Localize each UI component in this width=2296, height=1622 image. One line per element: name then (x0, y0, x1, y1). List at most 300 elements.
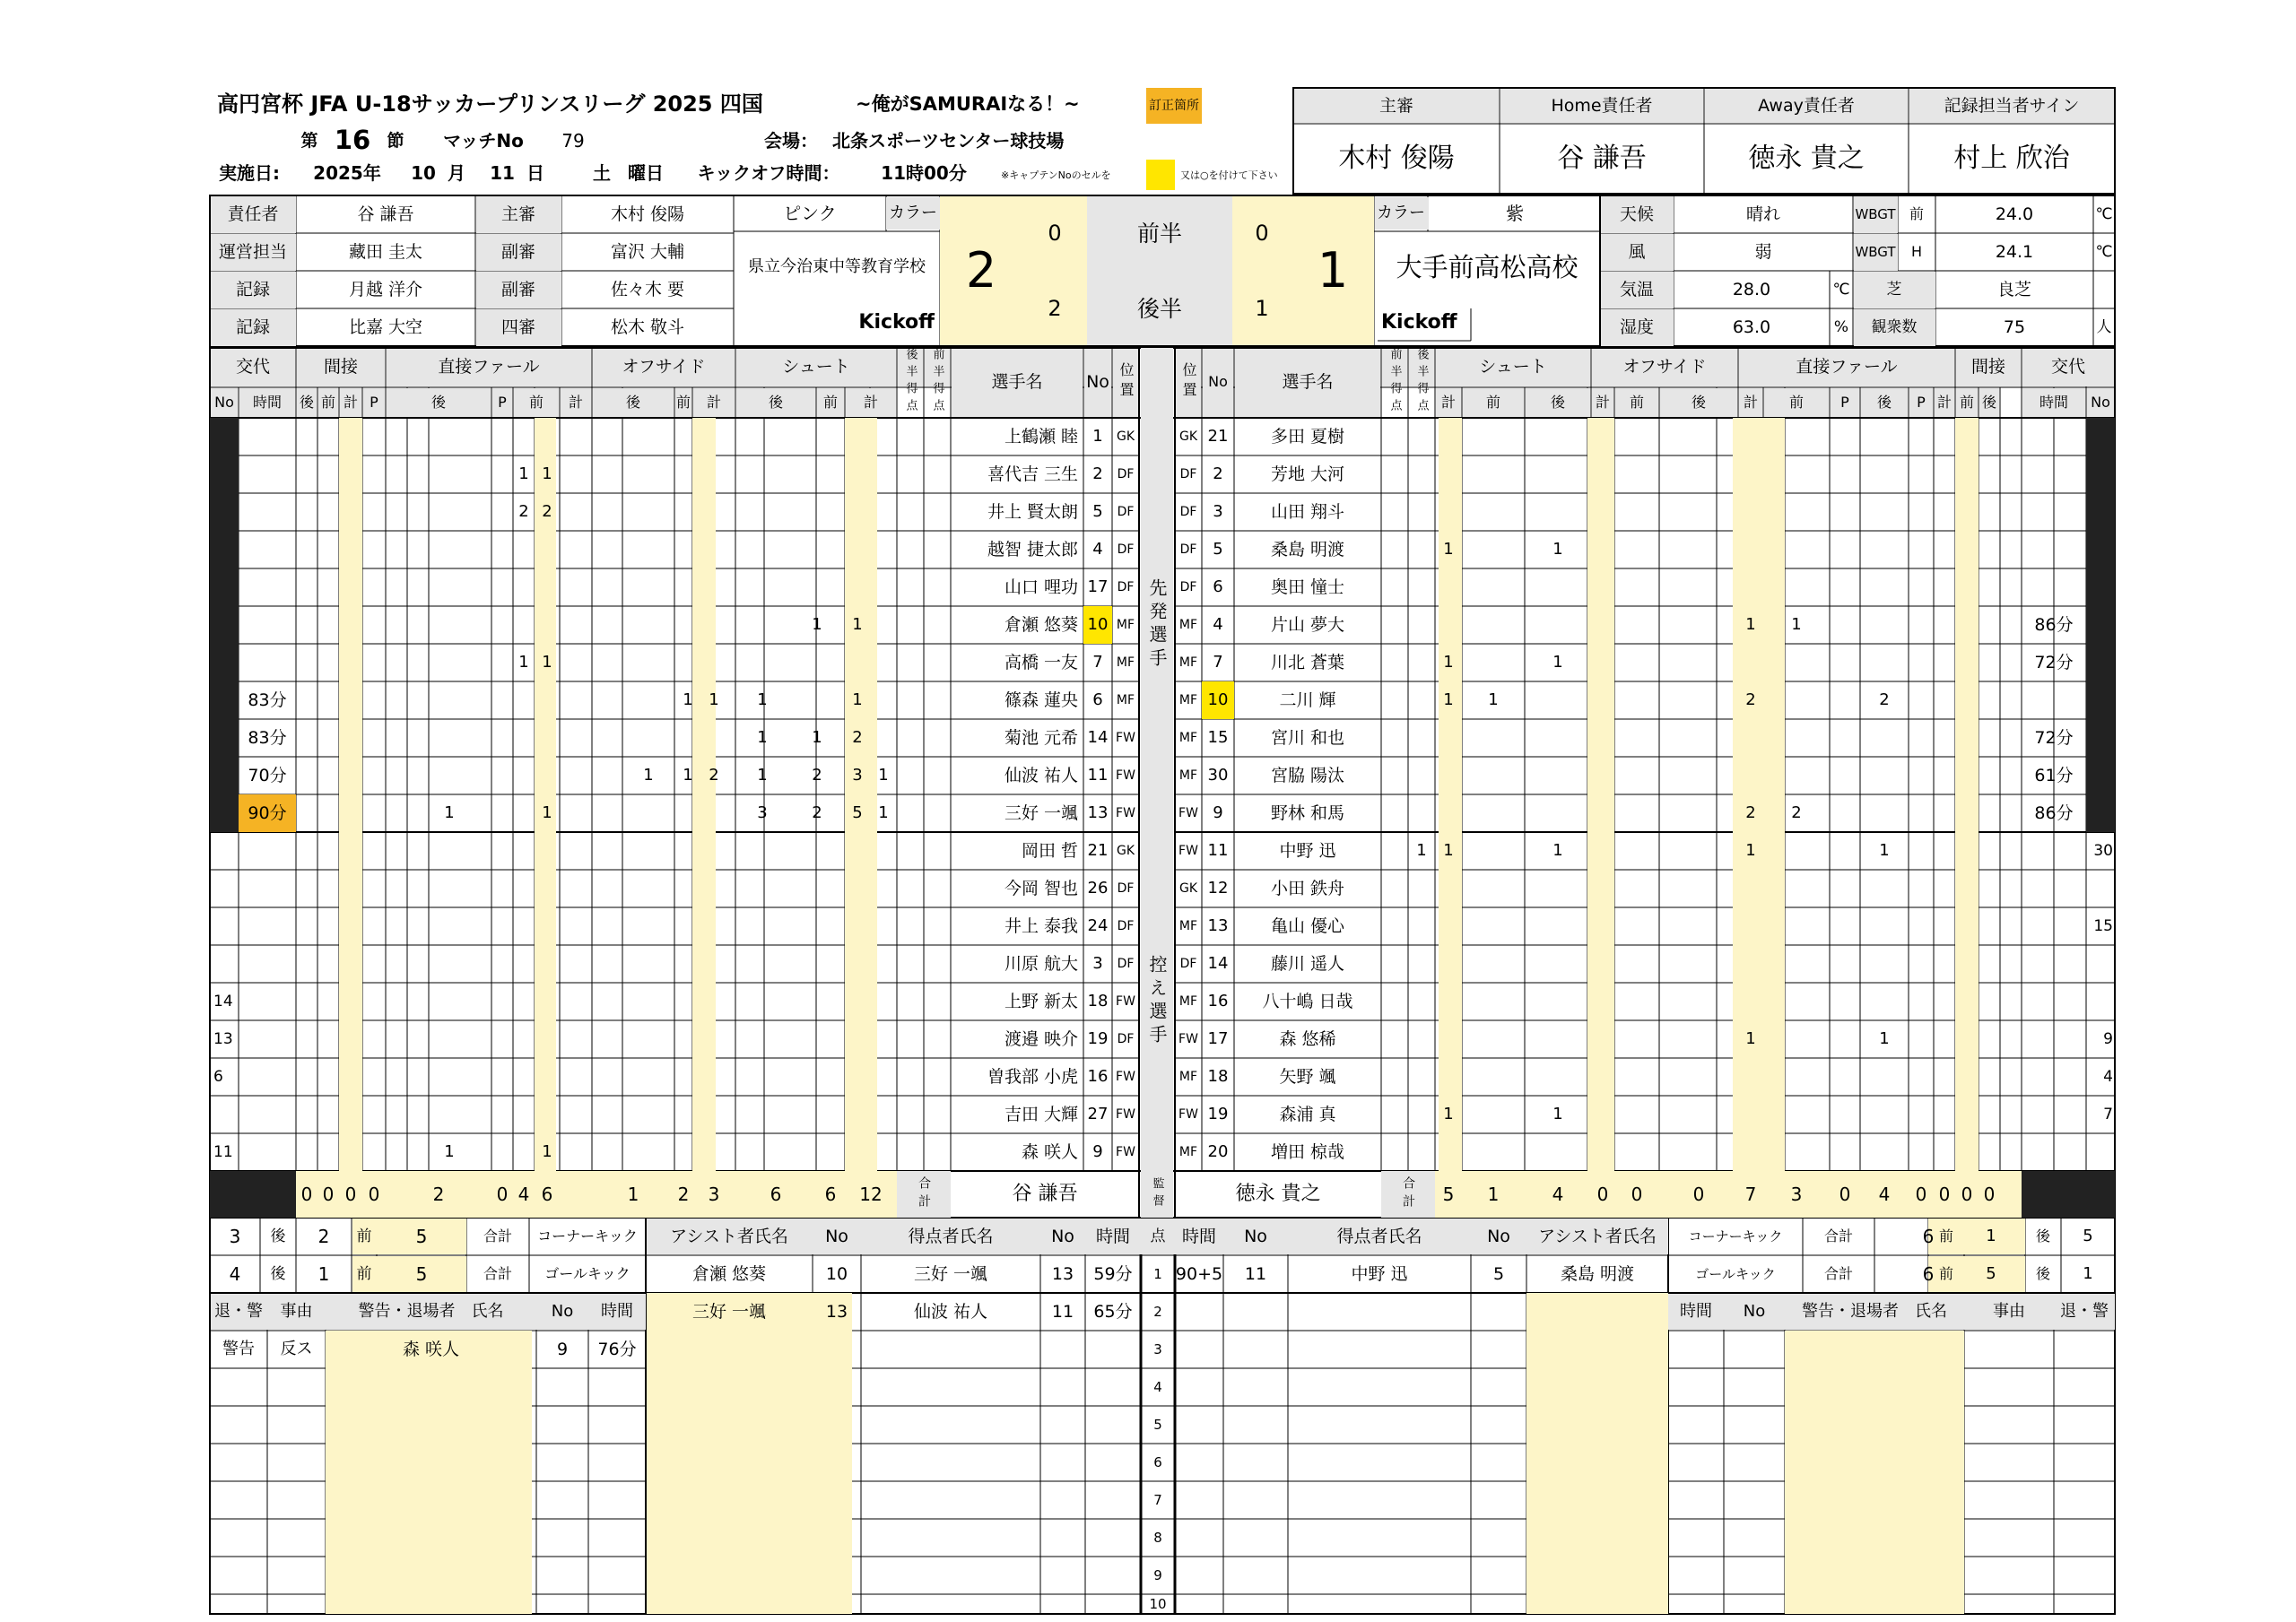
referee-name: 富沢 大輔 (610, 241, 685, 262)
kick-total: 6 (1922, 1263, 1935, 1285)
shot-total: 1 (1443, 690, 1454, 709)
home-total-value: 0 (322, 1184, 335, 1205)
condition-label: 芝 (1886, 280, 1902, 299)
venue-label: 会場： (764, 130, 818, 152)
goal-second-half (1408, 870, 1435, 907)
column-subheader: 前 (1959, 394, 1974, 411)
offside-second-half (1659, 907, 1738, 945)
offside-second-half (1659, 1058, 1738, 1096)
goal-first-half (897, 1096, 924, 1133)
offside-second-half (622, 568, 674, 606)
player-position: GK (1116, 844, 1135, 858)
goal-first-half (1381, 907, 1408, 945)
weekday-unit: 曜日 (628, 162, 664, 184)
sub-time (239, 644, 296, 681)
player-name: 倉瀬 悠葵 (1004, 614, 1078, 635)
coach-label: 監督 (1150, 1177, 1164, 1211)
goal-first-half (897, 757, 924, 794)
shot-total (1435, 870, 1462, 907)
column-header: No (1086, 371, 1109, 392)
offside-total (701, 493, 726, 531)
sub-number: 6 (213, 1067, 223, 1086)
shot-total: 1 (852, 690, 863, 709)
referee-role-label: 主審 (500, 204, 535, 224)
foul-total (1738, 1133, 1763, 1171)
foul-first-half (513, 907, 535, 945)
sub-time (2022, 531, 2086, 568)
goal-second-half (1408, 1020, 1435, 1058)
column-subheader: 計 (1743, 394, 1758, 411)
sub-time: 83分 (248, 690, 287, 710)
away-assist-name (1526, 1481, 1668, 1519)
match-no-value: 79 (561, 130, 585, 152)
player-name: 三好 一颯 (1004, 802, 1078, 823)
goal-second-half (870, 568, 897, 606)
home-assist-no (813, 1519, 861, 1557)
home-scorer-name: 三好 一颯 (913, 1263, 988, 1284)
foul-total: 1 (542, 653, 552, 672)
away-goal-time (1175, 1444, 1223, 1481)
player-number: 13 (1087, 803, 1109, 822)
sub-time: 61分 (2034, 765, 2074, 785)
home-goal-time (1085, 1519, 1141, 1557)
offside-total (1591, 1020, 1614, 1058)
foul-pk (1830, 945, 1860, 983)
player-name: 多田 夏樹 (1270, 426, 1345, 447)
home-scorer-no (1040, 1406, 1085, 1444)
goal-first-half (897, 418, 924, 455)
home-total-value: 2 (677, 1184, 690, 1205)
shot-second-half (735, 644, 789, 681)
goal-first-half (897, 1020, 924, 1058)
shot-total (845, 1058, 870, 1096)
foul-first-half (1763, 1096, 1830, 1133)
foul-pk (1830, 907, 1860, 945)
kick-type: コーナーキック (1688, 1227, 1783, 1245)
offside-second-half (622, 418, 674, 455)
sub-number: 7 (2103, 1105, 2113, 1123)
offside-second-half (622, 681, 674, 719)
away-goal-time (1175, 1406, 1223, 1444)
foul-first-half: 2 (1791, 803, 1802, 822)
player-number: 2 (1092, 464, 1103, 483)
kickoff-time: 11時00分 (881, 162, 967, 184)
kick-label: 前 (1938, 1265, 1953, 1282)
date-year: 2025年 (313, 162, 381, 184)
kickoff-label: キックオフ時間： (697, 162, 840, 184)
home-scorer-name (861, 1481, 1040, 1519)
home-total-value: 0 (300, 1184, 313, 1205)
column-subheader: 後 (768, 394, 783, 411)
away-goal-time (1175, 1481, 1223, 1519)
offside-first-half (674, 418, 701, 455)
offside-first-half (674, 870, 701, 907)
totals-black-right (2022, 1171, 2115, 1218)
shot-second-half (1525, 794, 1591, 832)
offside-first-half (1614, 493, 1659, 531)
venue-name: 北条スポーツセンター球技場 (832, 130, 1065, 152)
away-total-value: 1 (1487, 1184, 1500, 1205)
shot-first-half (789, 681, 845, 719)
away-goal-time (1175, 1594, 1223, 1614)
goal-second-half (870, 493, 897, 531)
offside-second-half (622, 644, 674, 681)
goal-first-half (1381, 531, 1408, 568)
player-name: 川北 蒼葉 (1270, 652, 1345, 672)
offside-total (701, 1020, 726, 1058)
official-role-label: Home責任者 (1551, 95, 1653, 116)
player-position: DF (1117, 505, 1135, 519)
foul-first-half (513, 757, 535, 794)
goal-first-half (1381, 719, 1408, 757)
away-goal-time (1175, 1331, 1223, 1368)
condition-label: 天候 (1619, 204, 1654, 224)
goal-first-half (1381, 1096, 1408, 1133)
home-score-total: 2 (965, 242, 997, 299)
offside-second-half (622, 455, 674, 493)
player-name: 岡田 哲 (1021, 840, 1078, 861)
totals-label: 合計 (1401, 1176, 1415, 1212)
goal-second-half (870, 1058, 897, 1096)
shot-first-half (789, 870, 845, 907)
shot-second-half: 3 (757, 803, 768, 822)
column-subheader: No (2091, 394, 2110, 411)
foul-second-half (407, 983, 491, 1020)
home-goal-time (1085, 1406, 1141, 1444)
foul-first-half (513, 983, 535, 1020)
shot-second-half (1525, 719, 1591, 757)
away-side-bar (2086, 418, 2115, 832)
player-position: DF (1117, 957, 1135, 971)
goal-second-half (870, 832, 897, 870)
column-header: 選手名 (991, 371, 1043, 392)
sub-time (239, 1096, 296, 1133)
offside-first-half (674, 907, 701, 945)
player-name: 奥田 憧士 (1270, 577, 1345, 597)
goal-second-half (870, 606, 897, 644)
offside-second-half (622, 719, 674, 757)
sub-time (239, 531, 296, 568)
home-goal-time: 65分 (1093, 1301, 1133, 1322)
staff-name: 比嘉 大空 (348, 317, 423, 337)
offside-first-half (674, 455, 701, 493)
foul-total (535, 719, 560, 757)
foul-total: 1 (1745, 615, 1756, 634)
sub-time (239, 493, 296, 531)
away-scorer-no (1223, 1368, 1288, 1406)
shot-total (845, 531, 870, 568)
condition-value: 良芝 (1996, 279, 2031, 299)
goal-second-half: 1 (878, 766, 889, 785)
captain-note-b: 又は○を付けて下さい (1180, 169, 1278, 181)
round-prefix: 第 (300, 130, 318, 151)
player-name: 矢野 颯 (1279, 1066, 1336, 1087)
home-total-value: 4 (517, 1184, 530, 1205)
goal-second-half (1408, 644, 1435, 681)
away-total-value: 3 (1790, 1184, 1803, 1205)
foul-pk (1830, 757, 1860, 794)
offside-second-half (622, 606, 674, 644)
foul-pk (1830, 794, 1860, 832)
player-position: DF (1117, 467, 1135, 481)
home-scorer-no: 13 (1051, 1263, 1074, 1284)
shot-second-half (735, 493, 789, 531)
document-subtitle: ~俺がSAMURAIなる！~ (856, 92, 1080, 115)
kick-label: 後 (270, 1227, 286, 1245)
foul-total (535, 531, 560, 568)
sub-time (239, 1058, 296, 1096)
offside-second-half (622, 531, 674, 568)
foul-total: 1 (542, 464, 552, 483)
sub-time (2022, 945, 2086, 983)
referee-name: 佐々木 要 (610, 279, 685, 299)
player-name: 藤川 遥人 (1270, 953, 1345, 974)
match-no-label: マッチNo (443, 130, 524, 152)
card-player-name: 森 咲人 (402, 1339, 460, 1359)
home-assist-no (813, 1368, 861, 1406)
player-position: FW (1116, 1107, 1135, 1122)
sub-time (2022, 870, 2086, 907)
away-assist-name (1526, 1293, 1668, 1331)
player-position: FW (1178, 844, 1198, 858)
home-total-value: 6 (541, 1184, 553, 1205)
shot-total (1435, 757, 1462, 794)
player-number: 6 (1213, 577, 1223, 596)
shot-second-half (735, 418, 789, 455)
goal-first-half (1381, 418, 1408, 455)
goal-second-half (870, 870, 897, 907)
card-player-no: 9 (556, 1339, 569, 1359)
foul-first-half (1763, 644, 1830, 681)
away-team-name: 大手前高松高校 (1396, 251, 1578, 282)
column-subheader: No (214, 394, 234, 411)
player-name: 片山 夢大 (1270, 614, 1345, 635)
player-number: 12 (1207, 879, 1229, 898)
shot-first-half: 1 (812, 615, 822, 634)
player-number: 5 (1092, 502, 1103, 521)
foul-second-half (407, 1058, 491, 1096)
column-subheader: 計 (1936, 394, 1952, 411)
shot-second-half (735, 870, 789, 907)
goal-second-half (1408, 907, 1435, 945)
sub-number: 15 (2093, 916, 2113, 935)
column-subheader: 計 (343, 394, 358, 411)
shot-second-half (735, 531, 789, 568)
shot-second-half (1525, 983, 1591, 1020)
foul-total: 1 (542, 803, 552, 822)
wbgt-label: WBGT (1855, 243, 1896, 260)
offside-total (1591, 794, 1614, 832)
goal-second-half: 1 (878, 803, 889, 822)
away-assist-no (1471, 1444, 1526, 1481)
sub-time (2022, 832, 2086, 870)
offside-first-half (1614, 455, 1659, 493)
player-position: MF (1178, 768, 1198, 783)
foul-total: 1 (1745, 841, 1756, 860)
official-role-label: 主審 (1378, 95, 1413, 116)
player-number: 30 (1207, 766, 1229, 785)
player-number: 16 (1207, 992, 1229, 1010)
goal-second-half (870, 1020, 897, 1058)
staff-name: 谷 謙吾 (357, 204, 414, 224)
foul-total (1738, 945, 1763, 983)
player-position: FW (1116, 768, 1135, 783)
foul-first-half (1763, 568, 1830, 606)
home-assist-no (813, 1557, 861, 1594)
totals-black-left (210, 1171, 296, 1218)
offside-total (701, 794, 726, 832)
sub-time (239, 568, 296, 606)
date-month: 10 (411, 162, 436, 184)
shot-total (1435, 455, 1462, 493)
goal-first-half (897, 1133, 924, 1171)
foul-total (1738, 719, 1763, 757)
cards-header: 警告・退場者 氏名 (358, 1302, 504, 1321)
foul-total (535, 606, 560, 644)
foul-second-half (407, 719, 491, 757)
foul-second-half (407, 606, 491, 644)
offside-first-half (1614, 681, 1659, 719)
shot-first-half (789, 1133, 845, 1171)
foul-second-half (407, 1020, 491, 1058)
foul-second-half (1860, 455, 1909, 493)
shot-first-half (789, 644, 845, 681)
foul-first-half (513, 1133, 535, 1171)
sub-time: 86分 (2034, 614, 2074, 635)
shot-total: 1 (1443, 653, 1454, 672)
player-number: 14 (1207, 954, 1229, 973)
player-name: 曽我部 小虎 (987, 1066, 1078, 1087)
foul-first-half: 1 (1791, 615, 1802, 634)
shot-second-half (1525, 493, 1591, 531)
column-subheader: 前 (528, 394, 544, 411)
offside-total (701, 531, 726, 568)
home-total-value: 2 (432, 1184, 445, 1205)
away-assist-name (1526, 1444, 1668, 1481)
away-assist-no (1471, 1557, 1526, 1594)
offside-first-half (1614, 907, 1659, 945)
home-scorer-no (1040, 1331, 1085, 1368)
goal-first-half (897, 1058, 924, 1096)
shot-first-half (1462, 757, 1525, 794)
offside-total (1591, 1058, 1614, 1096)
kick-total-label: 合計 (1823, 1265, 1853, 1282)
player-number: 21 (1207, 427, 1229, 446)
totals-label: 合計 (917, 1176, 931, 1212)
player-number: 18 (1087, 992, 1109, 1010)
offside-first-half (1614, 1096, 1659, 1133)
shot-total: 1 (1443, 1105, 1454, 1123)
home-scorer-name (861, 1331, 1040, 1368)
player-number: 9 (1092, 1142, 1103, 1161)
away-total-value: 0 (1938, 1184, 1951, 1205)
home-total-value: 0 (496, 1184, 509, 1205)
home-total-value: 6 (770, 1184, 782, 1205)
foul-first-half (1763, 870, 1830, 907)
player-number: 17 (1207, 1029, 1229, 1048)
offside-second-half (622, 1096, 674, 1133)
player-number: 9 (1213, 803, 1223, 822)
column-subheader: 後 (1981, 394, 1996, 411)
goal-first-half (897, 983, 924, 1020)
official-name: 徳永 貴之 (1748, 143, 1865, 174)
foul-first-half: 1 (518, 464, 529, 483)
staff-label: 記録 (235, 317, 270, 337)
shot-total (845, 983, 870, 1020)
player-name: 中野 迅 (1279, 840, 1336, 861)
goal-second-half (1408, 418, 1435, 455)
foul-total (1738, 870, 1763, 907)
foul-second-half (1860, 1133, 1909, 1171)
sub-number: 11 (213, 1142, 233, 1161)
kick-count: 5 (1986, 1264, 1996, 1283)
date-label: 実施日: (219, 162, 280, 184)
goal-row-number: 4 (1153, 1378, 1162, 1395)
home-score-second-half: 2 (1048, 296, 1062, 321)
player-position: MF (1178, 655, 1198, 670)
offside-total (701, 418, 726, 455)
player-number: 15 (1207, 728, 1229, 747)
foul-first-half (1763, 945, 1830, 983)
home-side-bar (210, 418, 239, 832)
foul-total (1738, 568, 1763, 606)
shot-first-half (1462, 870, 1525, 907)
column-subheader: 時間 (2039, 394, 2068, 411)
offside-total (1591, 1096, 1614, 1133)
player-position: FW (1178, 1032, 1198, 1046)
player-name: 菊池 元希 (1004, 727, 1078, 748)
home-assist-name (646, 1519, 813, 1557)
sub-time: 70分 (248, 765, 287, 785)
foul-total (1738, 644, 1763, 681)
kick-type: ゴールキック (544, 1265, 631, 1282)
wbgt-value: 24.1 (1995, 241, 2034, 262)
goals-header: アシスト者氏名 (670, 1226, 788, 1246)
home-assist-no: 13 (825, 1301, 848, 1322)
shot-total (845, 1020, 870, 1058)
player-name: 高橋 一友 (1004, 652, 1078, 672)
goal-first-half (897, 945, 924, 983)
foul-total (535, 945, 560, 983)
sub-time (239, 945, 296, 983)
staff-label: 記録 (235, 279, 270, 299)
player-number: 7 (1213, 653, 1223, 672)
shot-second-half (1525, 1020, 1591, 1058)
away-scorer-name (1288, 1406, 1471, 1444)
column-subheader: 前 (822, 394, 838, 411)
goal-second-half (870, 719, 897, 757)
offside-second-half (1659, 757, 1738, 794)
foul-pk (1830, 1133, 1860, 1171)
card-time: 76分 (597, 1339, 637, 1359)
shot-second-half: 1 (757, 766, 768, 785)
offside-total (1591, 983, 1614, 1020)
sub-number (2086, 945, 2115, 983)
away-assist-name (1526, 1406, 1668, 1444)
shot-total (1435, 606, 1462, 644)
player-name: 仙波 祐人 (1004, 765, 1078, 785)
player-position: DF (1179, 542, 1197, 557)
offside-first-half (1614, 1133, 1659, 1171)
foul-total (535, 832, 560, 870)
foul-first-half (1763, 983, 1830, 1020)
shot-total (845, 945, 870, 983)
player-number: 3 (1092, 954, 1103, 973)
referee-name: 木村 俊陽 (610, 204, 685, 224)
foul-first-half (513, 568, 535, 606)
player-position: DF (1117, 1032, 1135, 1046)
goal-second-half (870, 983, 897, 1020)
